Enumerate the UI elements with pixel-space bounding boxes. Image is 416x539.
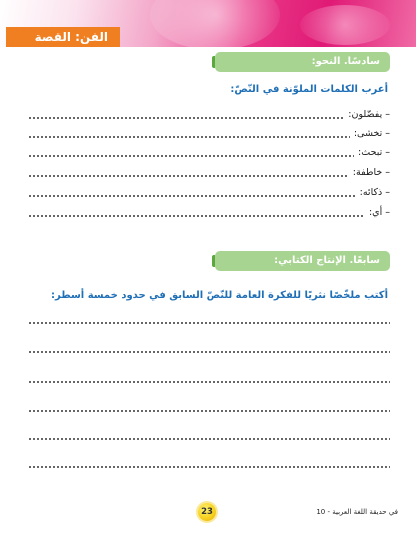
writing-line[interactable] xyxy=(28,410,390,412)
book-title: في حديقة اللغة العربية - 10 xyxy=(316,508,398,516)
page-number-badge: 23 xyxy=(198,503,216,521)
item-label: – تبحث: xyxy=(358,147,390,158)
section-header-accent xyxy=(212,56,215,68)
section-header-grammar xyxy=(215,52,390,72)
grammar-item xyxy=(28,186,390,200)
writing-line[interactable] xyxy=(28,466,390,468)
answer-line[interactable] xyxy=(28,117,344,119)
grammar-item xyxy=(28,206,390,220)
answer-line[interactable] xyxy=(28,215,365,217)
section-header-writing xyxy=(215,251,390,271)
grammar-item xyxy=(28,166,390,180)
banner-decoration xyxy=(150,0,280,47)
genre-label: الفن: القصة xyxy=(6,27,120,47)
answer-line[interactable] xyxy=(28,155,354,157)
section-title: سابعًا. الإنتاج الكتابي: xyxy=(274,255,380,266)
answer-line[interactable] xyxy=(28,195,356,197)
writing-instruction: أكتب ملخّصًا نثريًا للفكرة العامة للنّصّ السابق في حدود خمسة أسطر: xyxy=(50,290,388,301)
grammar-item xyxy=(28,146,390,160)
item-label: – أي: xyxy=(368,207,390,218)
section-title: سادسًا. النحو: xyxy=(311,56,380,67)
banner-decoration xyxy=(300,5,390,45)
writing-line[interactable] xyxy=(28,351,390,353)
grammar-instruction: أعرب الكلمات الملوّنة في النّصّ: xyxy=(230,84,388,95)
item-label: – ذكائه: xyxy=(359,187,390,198)
item-label: – يفضّلون: xyxy=(348,109,390,120)
section-header-accent xyxy=(212,255,215,267)
grammar-item xyxy=(28,108,390,122)
item-label: – تخشى: xyxy=(353,128,390,139)
answer-line[interactable] xyxy=(28,136,350,138)
answer-line[interactable] xyxy=(28,175,349,177)
grammar-item xyxy=(28,127,390,141)
writing-line[interactable] xyxy=(28,438,390,440)
item-label: – خاطفة: xyxy=(352,167,390,178)
writing-line[interactable] xyxy=(28,322,390,324)
writing-line[interactable] xyxy=(28,381,390,383)
